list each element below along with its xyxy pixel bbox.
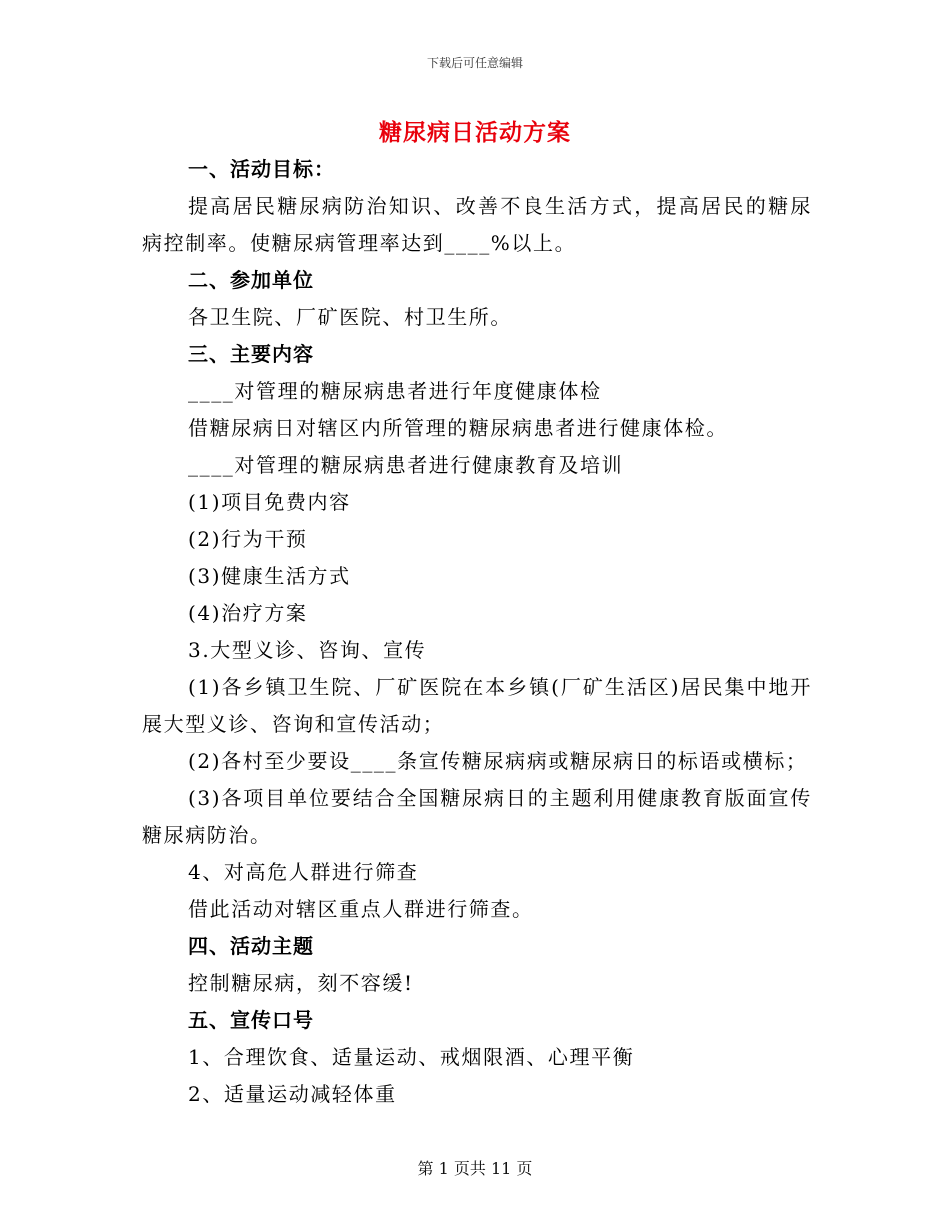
list-item: 2、适量运动减轻体重 — [188, 1082, 397, 1106]
list-item: (1)项目免费内容 — [188, 490, 351, 514]
list-item: (3)健康生活方式 — [188, 564, 351, 588]
text-line: ____对管理的糖尿病患者进行年度健康体检 — [188, 379, 602, 403]
section-heading-content: 三、主要内容 — [188, 342, 314, 366]
section-heading-participants: 二、参加单位 — [188, 268, 314, 292]
text-line: 控制糖尿病，刻不容缓! — [188, 971, 414, 995]
text-line: ____对管理的糖尿病患者进行健康教育及培训 — [188, 453, 624, 477]
page-footer: 第 1 页共 11 页 — [417, 1159, 533, 1178]
text-line: (2)各村至少要设____条宣传糖尿病病或糖尿病日的标语或横标； — [188, 749, 808, 773]
list-item: 1、合理饮食、适量运动、戒烟限酒、心理平衡 — [188, 1045, 635, 1069]
section-heading-theme: 四、活动主题 — [188, 934, 314, 958]
paragraph-clinic: (1)各乡镇卫生院、厂矿医院在本乡镇(厂矿生活区)居民集中地开展大型义诊、咨询和宣传活动； — [142, 675, 812, 736]
list-item: (2)行为干预 — [188, 527, 308, 551]
text-line: 借此活动对辖区重点人群进行筛查。 — [188, 897, 534, 921]
text-line: 借糖尿病日对辖区内所管理的糖尿病患者进行健康体检。 — [188, 416, 728, 440]
header-note: 下载后可任意编辑 — [426, 56, 523, 70]
document-title: 糖尿病日活动方案 — [379, 119, 571, 146]
section-heading-slogans: 五、宣传口号 — [188, 1008, 314, 1032]
list-item: (4)治疗方案 — [188, 601, 308, 625]
paragraph-goals: 提高居民糖尿病防治知识、改善不良生活方式，提高居民的糖尿病控制率。使糖尿病管理率达到____%以上。 — [142, 194, 812, 255]
text-line: 4、对高危人群进行筛查 — [188, 860, 419, 884]
document-body — [142, 151, 812, 1113]
text-line: 3.大型义诊、咨询、宣传 — [188, 638, 427, 662]
paragraph-education: (3)各项目单位要结合全国糖尿病日的主题利用健康教育版面宣传糖尿病防治。 — [142, 786, 812, 847]
section-heading-goals: 一、活动目标： — [188, 157, 335, 181]
text-line: 各卫生院、厂矿医院、村卫生所。 — [188, 305, 512, 329]
